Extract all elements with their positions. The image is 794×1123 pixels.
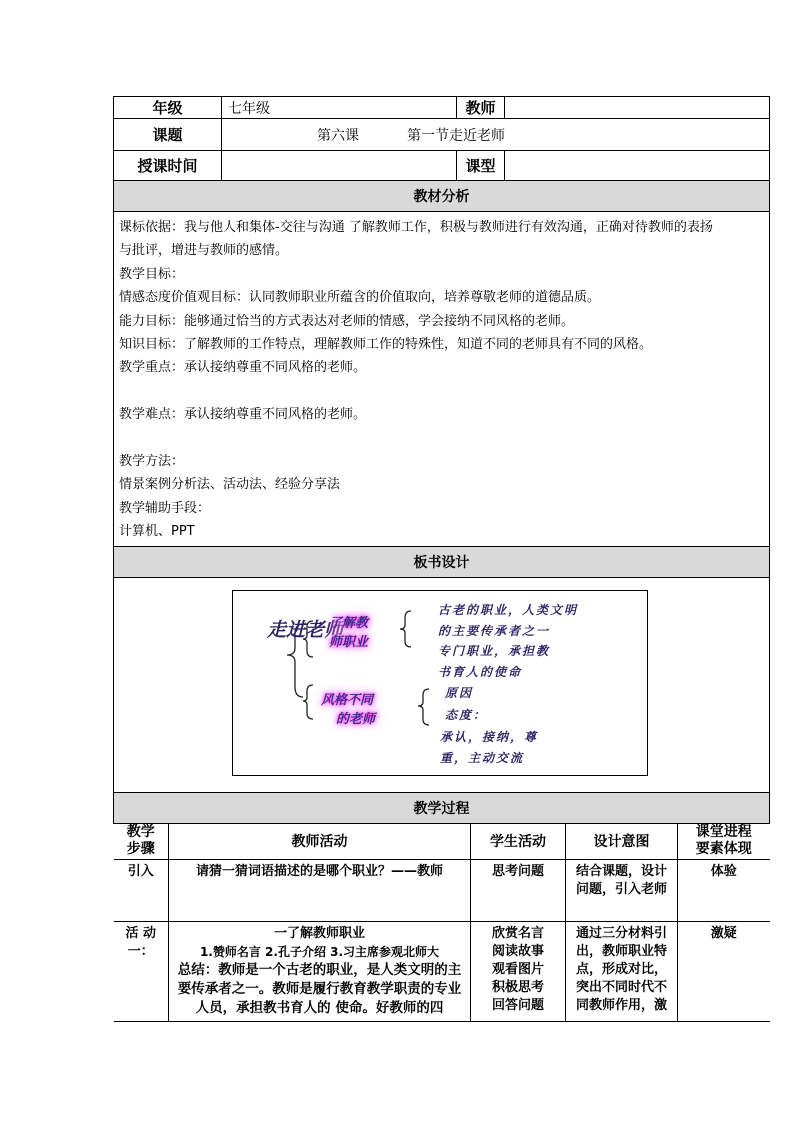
type-value — [505, 151, 770, 181]
row2-teacher — [169, 922, 471, 1022]
row1-element: 体验 — [678, 860, 770, 922]
board-box1-line2: 师职业 — [329, 634, 369, 650]
lesson-number: 第六课 — [317, 127, 359, 144]
header-elements — [678, 824, 770, 860]
board-note2-line2: 态度： — [445, 707, 488, 722]
analysis-line: 知识目标：了解教师的工作特点，理解教师工作的特殊性，知道不同的老师具有不同的风格。 — [119, 337, 653, 353]
analysis-line: 教学方法： — [119, 454, 185, 470]
topic-label: 课题 — [114, 119, 222, 151]
row2-teacher-summary: 总结：教师是一个古老的职业，是人类文明的主要传承者之一。教师是履行教育教学职责的专业人员，承担教书育人的 使命。好教师的四 — [177, 962, 462, 1017]
teacher-label: 教师 — [457, 97, 505, 119]
lesson-plan-table — [113, 96, 770, 1022]
section-title: 第一节走近老师 — [407, 127, 505, 144]
analysis-line: 教学重点：承认接纳尊重不同风格的老师。 — [119, 360, 367, 376]
header-student-activity: 学生活动 — [471, 824, 566, 860]
row1-intent: 结合课题，设计问题，引入老师 — [566, 860, 678, 922]
board-box2-line1: 风格不同 — [321, 692, 374, 708]
board-section-title: 板书设计 — [114, 546, 770, 577]
header-step-text: 教学 步骤 — [126, 824, 155, 858]
row1-step: 引入 — [114, 860, 169, 922]
board-note1-line3: 专门职业，承担教 — [438, 643, 551, 658]
row2-teacher-line2: 1.赞师名言 2.孔子介绍 3.习主席参观北师大 — [199, 945, 440, 960]
board-box2-line2: 的老师 — [336, 711, 376, 727]
analysis-line: 能力目标：能够通过恰当的方式表达对老师的情感，学会接纳不同风格的老师。 — [119, 313, 575, 329]
row1-teacher: 请猜一猜词语描述的是哪个职业？——教师 — [169, 860, 471, 922]
board-design-image — [232, 590, 648, 776]
grade-label: 年级 — [114, 97, 222, 119]
analysis-line: 教学目标： — [119, 266, 185, 282]
board-note2-line4: 重，主动交流 — [440, 750, 525, 765]
row2-student: 欣赏名言 阅读故事 观看图片 积极思考 回答问题 — [471, 922, 566, 1022]
row2-element: 激疑 — [678, 922, 770, 1022]
board-box1-line1: 了解教 — [329, 615, 369, 631]
teacher-value — [505, 97, 770, 119]
topic-value — [222, 119, 770, 151]
row1-student: 思考问题 — [471, 860, 566, 922]
analysis-line — [119, 380, 763, 403]
analysis-line: 教学难点：承认接纳尊重不同风格的老师。 — [119, 407, 367, 423]
analysis-section-title: 教材分析 — [114, 181, 770, 212]
analysis-line: 情景案例分析法、活动法、经验分享法 — [119, 477, 341, 493]
board-note1-line1: 古老的职业，人类文明 — [438, 602, 579, 617]
board-note1-line4: 书育人的使命 — [438, 664, 523, 679]
board-note2-line3: 承认，接纳，尊 — [440, 729, 539, 744]
header-elements-text: 课堂进程 要素体现 — [695, 824, 752, 858]
row2-step: 活 动 一： — [114, 922, 169, 1022]
header-step — [114, 824, 169, 860]
board-note2-line1: 原因 — [445, 685, 474, 700]
analysis-line — [119, 427, 763, 450]
analysis-lines — [119, 216, 763, 544]
type-label: 课型 — [457, 151, 505, 181]
row2-intent: 通过三分材料引出，教师职业特点，形成对比，突出不同时代不同教师作用，激 — [566, 922, 678, 1022]
row2-teacher-line1: 一了解教师职业 — [273, 926, 365, 942]
board-main-title: 走进老师 — [267, 618, 344, 641]
time-value — [222, 151, 457, 181]
process-header-wrapper — [114, 823, 770, 1022]
time-label: 授课时间 — [114, 151, 222, 181]
header-design-intent: 设计意图 — [566, 824, 678, 860]
analysis-line: 情感态度价值观目标：认同教师职业所蕴含的价值取向，培养尊敬老师的道德品质。 — [119, 290, 601, 306]
analysis-line: 与批评，增进与教师的感情。 — [119, 243, 289, 259]
grade-value: 七年级 — [222, 97, 457, 119]
board-design-cell — [114, 577, 770, 792]
analysis-content — [114, 212, 770, 547]
analysis-line: 课标依据：我与他人和集体-交往与沟通 了解教师工作，积极与教师进行有效沟通，正确对待教师的表扬 — [119, 220, 713, 235]
process-table — [114, 824, 770, 1023]
analysis-line: 计算机、PPT — [119, 524, 195, 540]
process-section-title: 教学过程 — [114, 792, 770, 823]
header-teacher-activity: 教师活动 — [169, 824, 471, 860]
analysis-line: 教学辅助手段： — [119, 500, 211, 516]
board-note1-line2: 的主要传承者之一 — [438, 623, 551, 638]
